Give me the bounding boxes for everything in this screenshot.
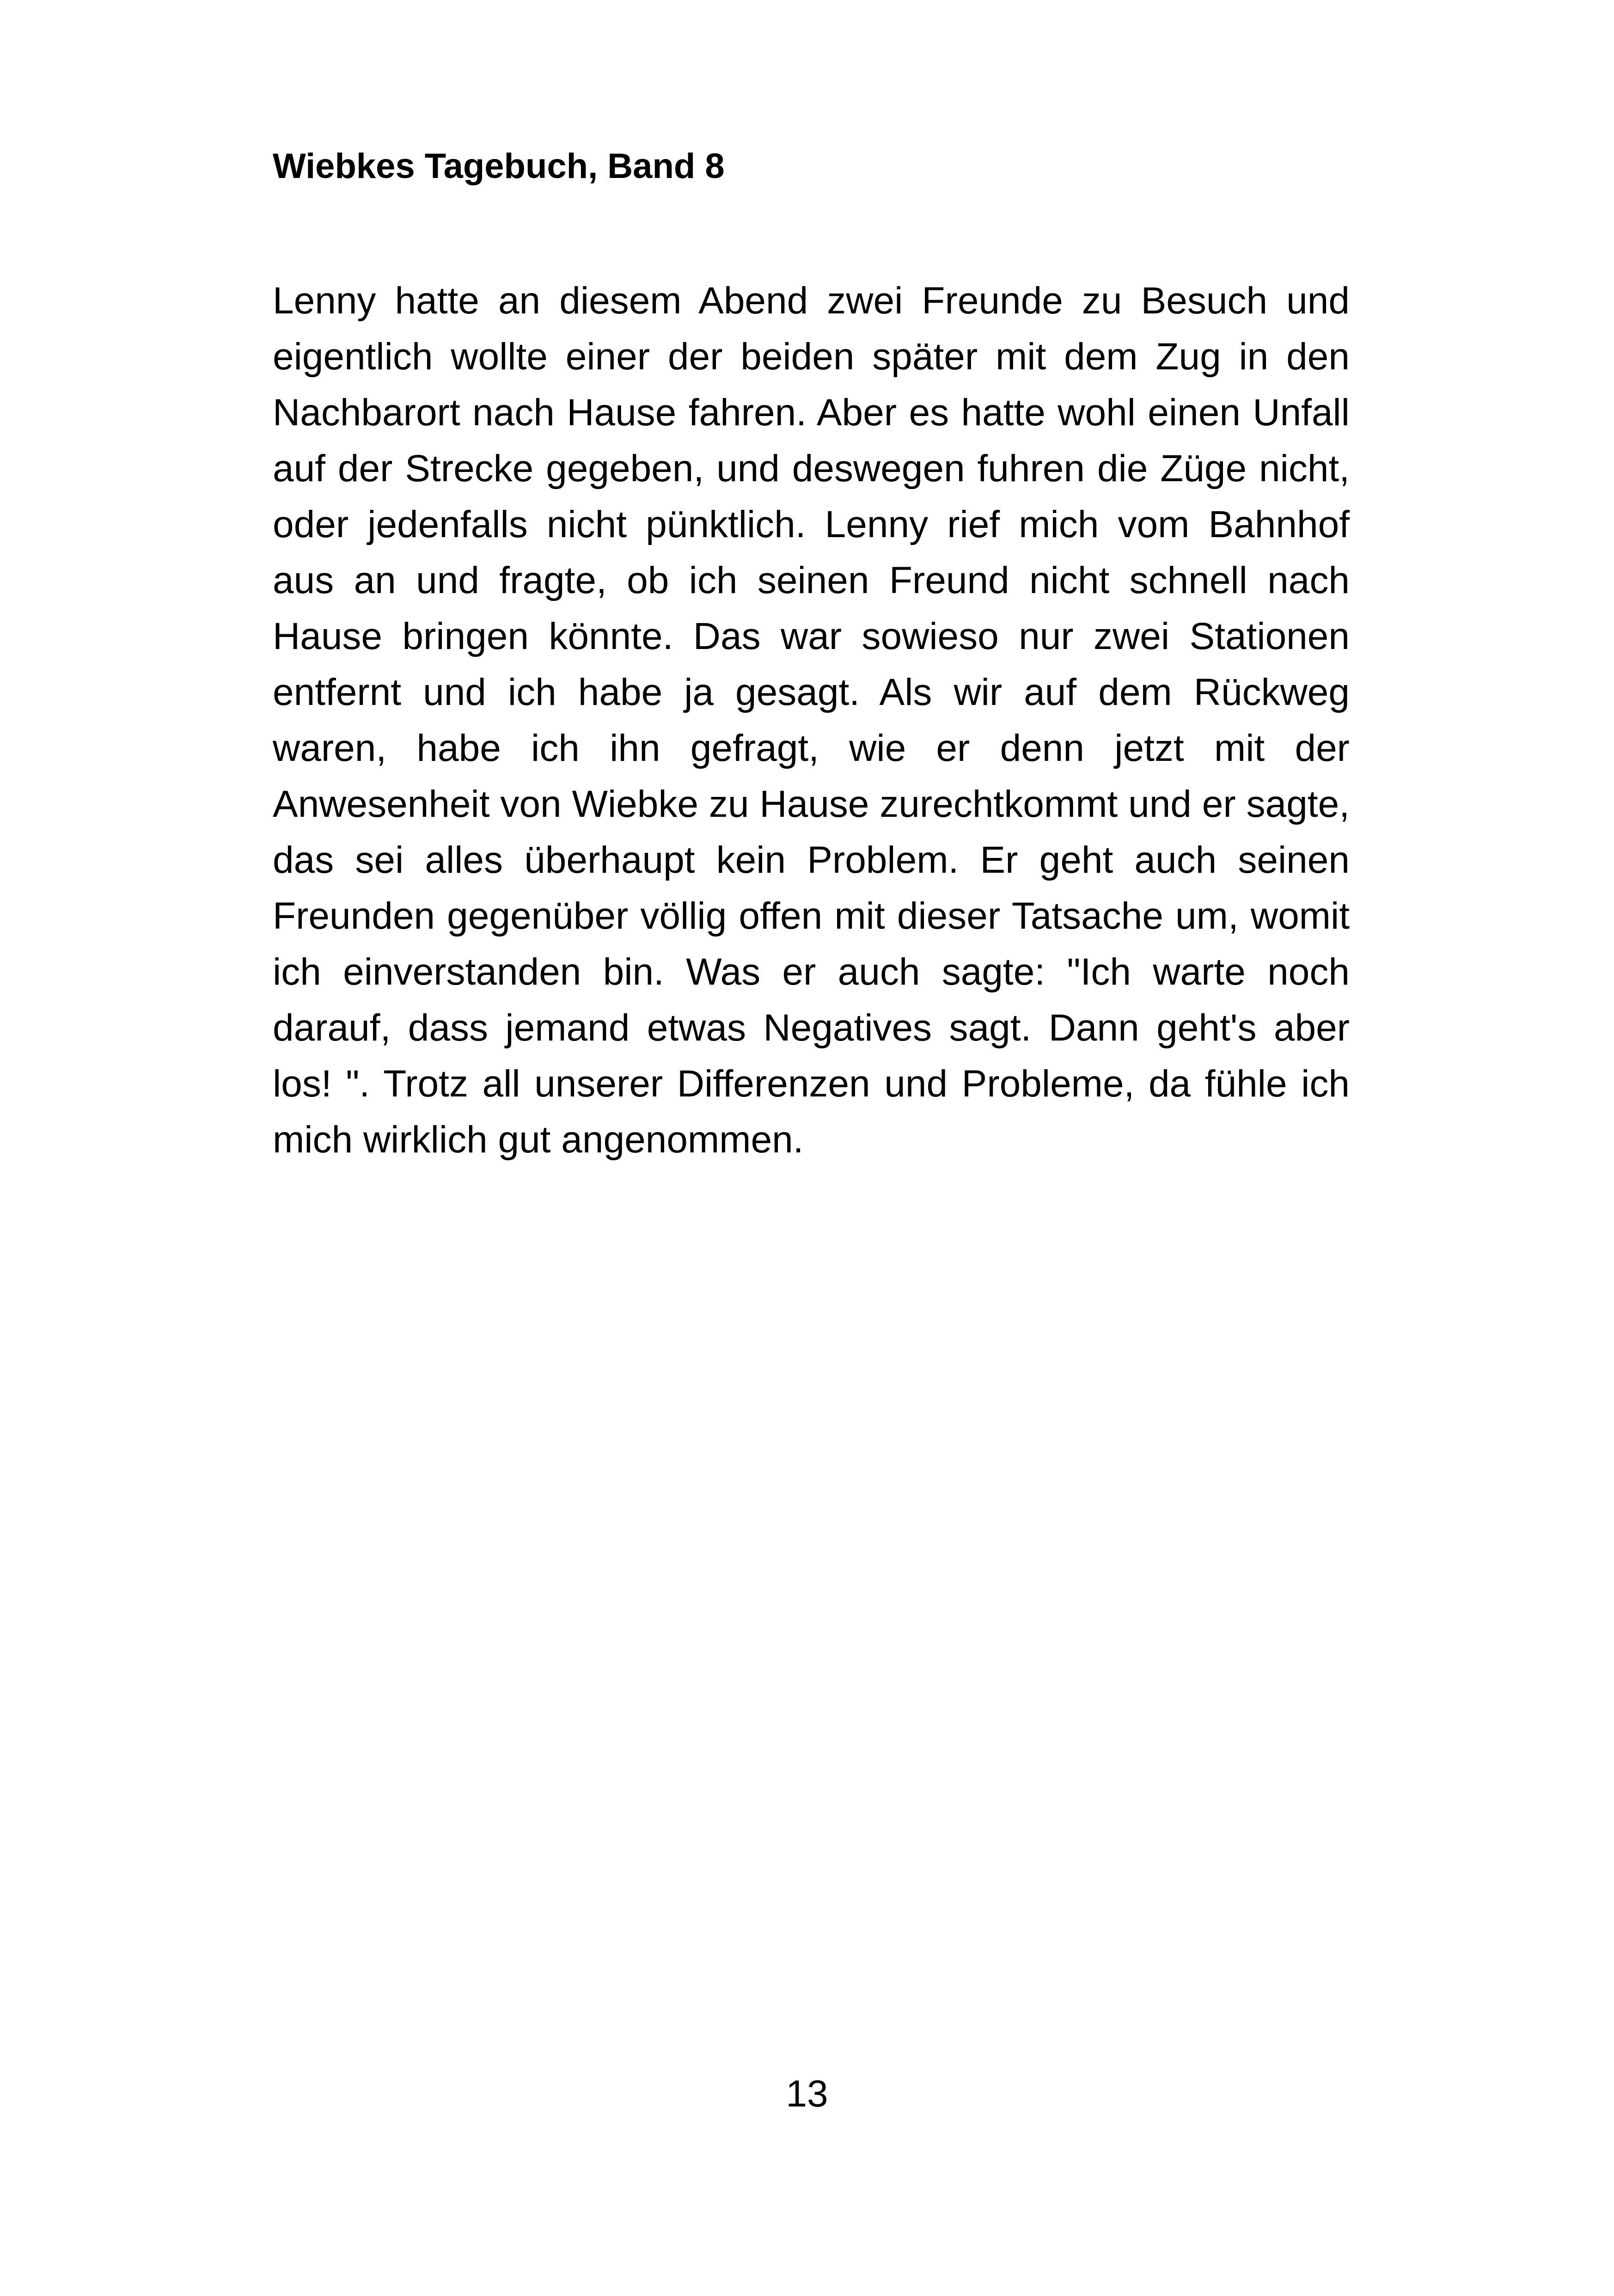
page-number: 13 [786,2073,828,2115]
page-title: Wiebkes Tagebuch, Band 8 [273,147,725,186]
body-paragraph: Lenny hatte an diesem Abend zwei Freunde zu Besuch und eigentlich wollte einer der beiden später mit dem Zug in den Nachbarort nach Hause fahren. Aber es hatte wohl einen Unfall auf der Strecke gegeben, und deswegen fuhren die Züge nicht, oder jedenfalls nicht pünktlich. Lenny rief mich vom Bahnhof aus an und fragte, ob ich seinen Freund nicht schnell nach Hause bringen könnte. Das war sowieso nur zwei Stationen entfernt und ich habe ja gesagt. Als wir auf dem Rückweg waren, habe ich ihn gefragt, wie er denn jetzt mit der Anwesenheit von Wiebke zu Hause zurechtkommt und er sagte, das sei alles überhaupt kein Problem. Er geht auch seinen Freunden gegenüber völlig offen mit dieser Tatsache um, womit ich einverstanden bin. Was er auch sagte: "Ich warte noch darauf, dass jemand etwas Negatives sagt. Dann geht's aber los! ". Trotz all unserer Differenzen und Probleme, da fühle ich mich wirklich gut angenommen. [273,280,1350,1161]
